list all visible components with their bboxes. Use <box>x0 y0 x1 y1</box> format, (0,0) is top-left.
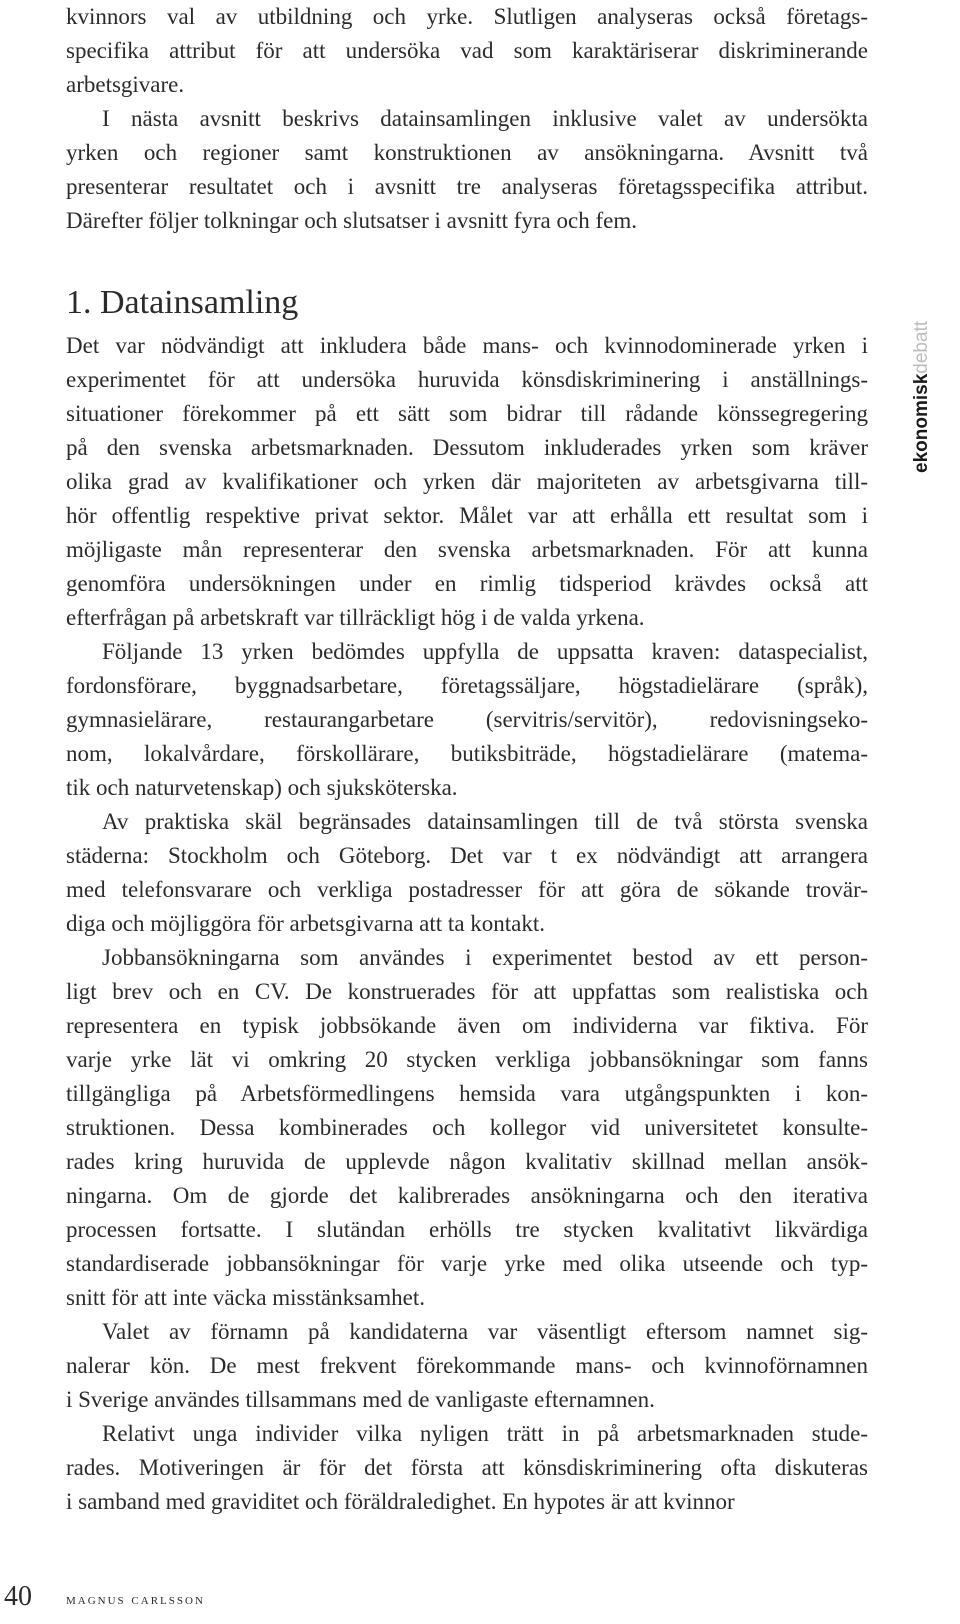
text-line: nom, lokalvårdare, förskollärare, butiksbiträde, högstadielärare (matema- <box>66 741 868 766</box>
text-line: nalerar kön. De mest frekvent förekommande mans- och kvinnoförnamnen <box>66 1353 868 1378</box>
text-line: rades. Motiveringen är för det första att könsdiskriminering ofta diskuteras <box>66 1455 868 1480</box>
section-paragraph <box>66 635 868 805</box>
text-line: experimentet för att undersöka huruvida könsdiskriminering i anställnings- <box>66 367 868 392</box>
text-line: efterfrågan på arbetskraft var tillräckligt hög i de valda yrkena. <box>66 605 645 630</box>
text-line: på den svenska arbetsmarknaden. Dessutom inkluderades yrken som kräver <box>66 435 868 460</box>
section-body <box>66 329 868 1519</box>
section-heading: 1. Datainsamling <box>66 284 299 321</box>
text-line: Följande 13 yrken bedömdes uppfylla de uppsatta kraven: dataspecialist, <box>102 639 868 664</box>
text-line: tillgängliga på Arbetsförmedlingens hemsida vara utgångspunkten i kon- <box>66 1081 868 1106</box>
text-line: representera en typisk jobbsökande även om individerna var fiktiva. För <box>66 1013 868 1038</box>
text-line: Valet av förnamn på kandidaterna var väsentligt eftersom namnet sig- <box>102 1319 868 1344</box>
text-line: gymnasielärare, restaurangarbetare (servitris/servitör), redovisningseko- <box>66 707 868 732</box>
text-line: arbetsgivare. <box>66 72 185 97</box>
text-line: fordonsförare, byggnadsarbetare, företagssäljare, högstadielärare (språk), <box>66 673 868 698</box>
text-line: Det var nödvändigt att inkludera både mans- och kvinnodominerade yrken i <box>66 333 868 358</box>
intro-paragraph-1 <box>66 0 868 102</box>
text-line: Relativt unga individer vilka nyligen trätt in på arbetsmarknaden stude- <box>102 1421 868 1446</box>
text-line: specifika attribut för att undersöka vad som karaktäriserar diskriminerande <box>66 38 868 63</box>
text-line: snitt för att inte väcka misstänksamhet. <box>66 1285 425 1310</box>
svg-text:ekonomiskdebatt <box>911 320 932 473</box>
intro-paragraph-2 <box>66 102 868 238</box>
text-line: processen fortsatte. I slutändan erhölls tre stycken kvalitativt likvärdiga <box>66 1217 868 1242</box>
section-paragraph <box>66 805 868 941</box>
journal-side-label <box>896 268 942 478</box>
text-line: struktionen. Dessa kombinerades och kollegor vid universitetet konsulte- <box>66 1115 868 1140</box>
text-line: varje yrke lät vi omkring 20 stycken verkliga jobbansökningar som fanns <box>66 1047 868 1072</box>
page-number: 40 <box>4 1581 32 1612</box>
text-line: med telefonsvarare och verkliga postadresser för att göra de sökande trovär- <box>66 877 868 902</box>
text-line: presenterar resultatet och i avsnitt tre analyseras företagsspecifika attribut. <box>66 174 868 199</box>
text-line: i Sverige användes tillsammans med de vanligaste efternamnen. <box>66 1387 655 1412</box>
text-line: ligt brev och en CV. De konstruerades för att uppfattas som realistiska och <box>66 979 868 1004</box>
text-line: standardiserade jobbansökningar för varje yrke med olika utseende och typ- <box>66 1251 868 1276</box>
text-line: möjligaste mån representerar den svenska arbetsmarknaden. För att kunna <box>66 537 868 562</box>
section-paragraph <box>66 941 868 1315</box>
text-line: diga och möjliggöra för arbetsgivarna att ta kontakt. <box>66 911 546 936</box>
text-line: situationer förekommer på ett sätt som bidrar till rådande könssegregering <box>66 401 868 426</box>
text-line: rades kring huruvida de upplevde någon kvalitativ skillnad mellan ansök- <box>66 1149 868 1174</box>
text-line: kvinnors val av utbildning och yrke. Slutligen analyseras också företags- <box>66 4 868 29</box>
text-line: genomföra undersökningen under en rimlig tidsperiod krävdes också att <box>66 571 868 596</box>
journal-logo <box>896 268 942 478</box>
section-paragraph <box>66 1417 868 1519</box>
text-line: I nästa avsnitt beskrivs datainsamlingen inklusive valet av undersökta <box>102 106 868 131</box>
text-line: Därefter följer tolkningar och slutsatser i avsnitt fyra och fem. <box>66 208 637 233</box>
side-label-debatt: debatt <box>911 320 932 374</box>
section-paragraph <box>66 1315 868 1417</box>
text-line: städerna: Stockholm och Göteborg. Det var t ex nödvändigt att arrangera <box>66 843 868 868</box>
text-line: yrken och regioner samt konstruktionen av ansökningarna. Avsnitt två <box>66 140 868 165</box>
running-footer-author: magnus carlsson <box>66 1592 205 1608</box>
text-line: hör offentlig respektive privat sektor. Målet var att erhålla ett resultat som i <box>66 503 868 528</box>
text-line: i samband med graviditet och föräldraledighet. En hypotes är att kvinnor <box>66 1489 735 1514</box>
text-line: Av praktiska skäl begränsades datainsamlingen till de två största svenska <box>102 809 868 834</box>
text-line: ningarna. Om de gjorde det kalibrerades ansökningarna och den iterativa <box>66 1183 868 1208</box>
text-line: tik och naturvetenskap) och sjuksköterska. <box>66 775 458 800</box>
text-line: Jobbansökningarna som användes i experimentet bestod av ett person- <box>102 945 868 970</box>
text-line: olika grad av kvalifikationer och yrken där majoriteten av arbetsgivarna till- <box>66 469 868 494</box>
intro-text <box>66 0 868 238</box>
section-paragraph <box>66 329 868 635</box>
side-label-ekonomisk: ekonomisk <box>911 373 932 473</box>
